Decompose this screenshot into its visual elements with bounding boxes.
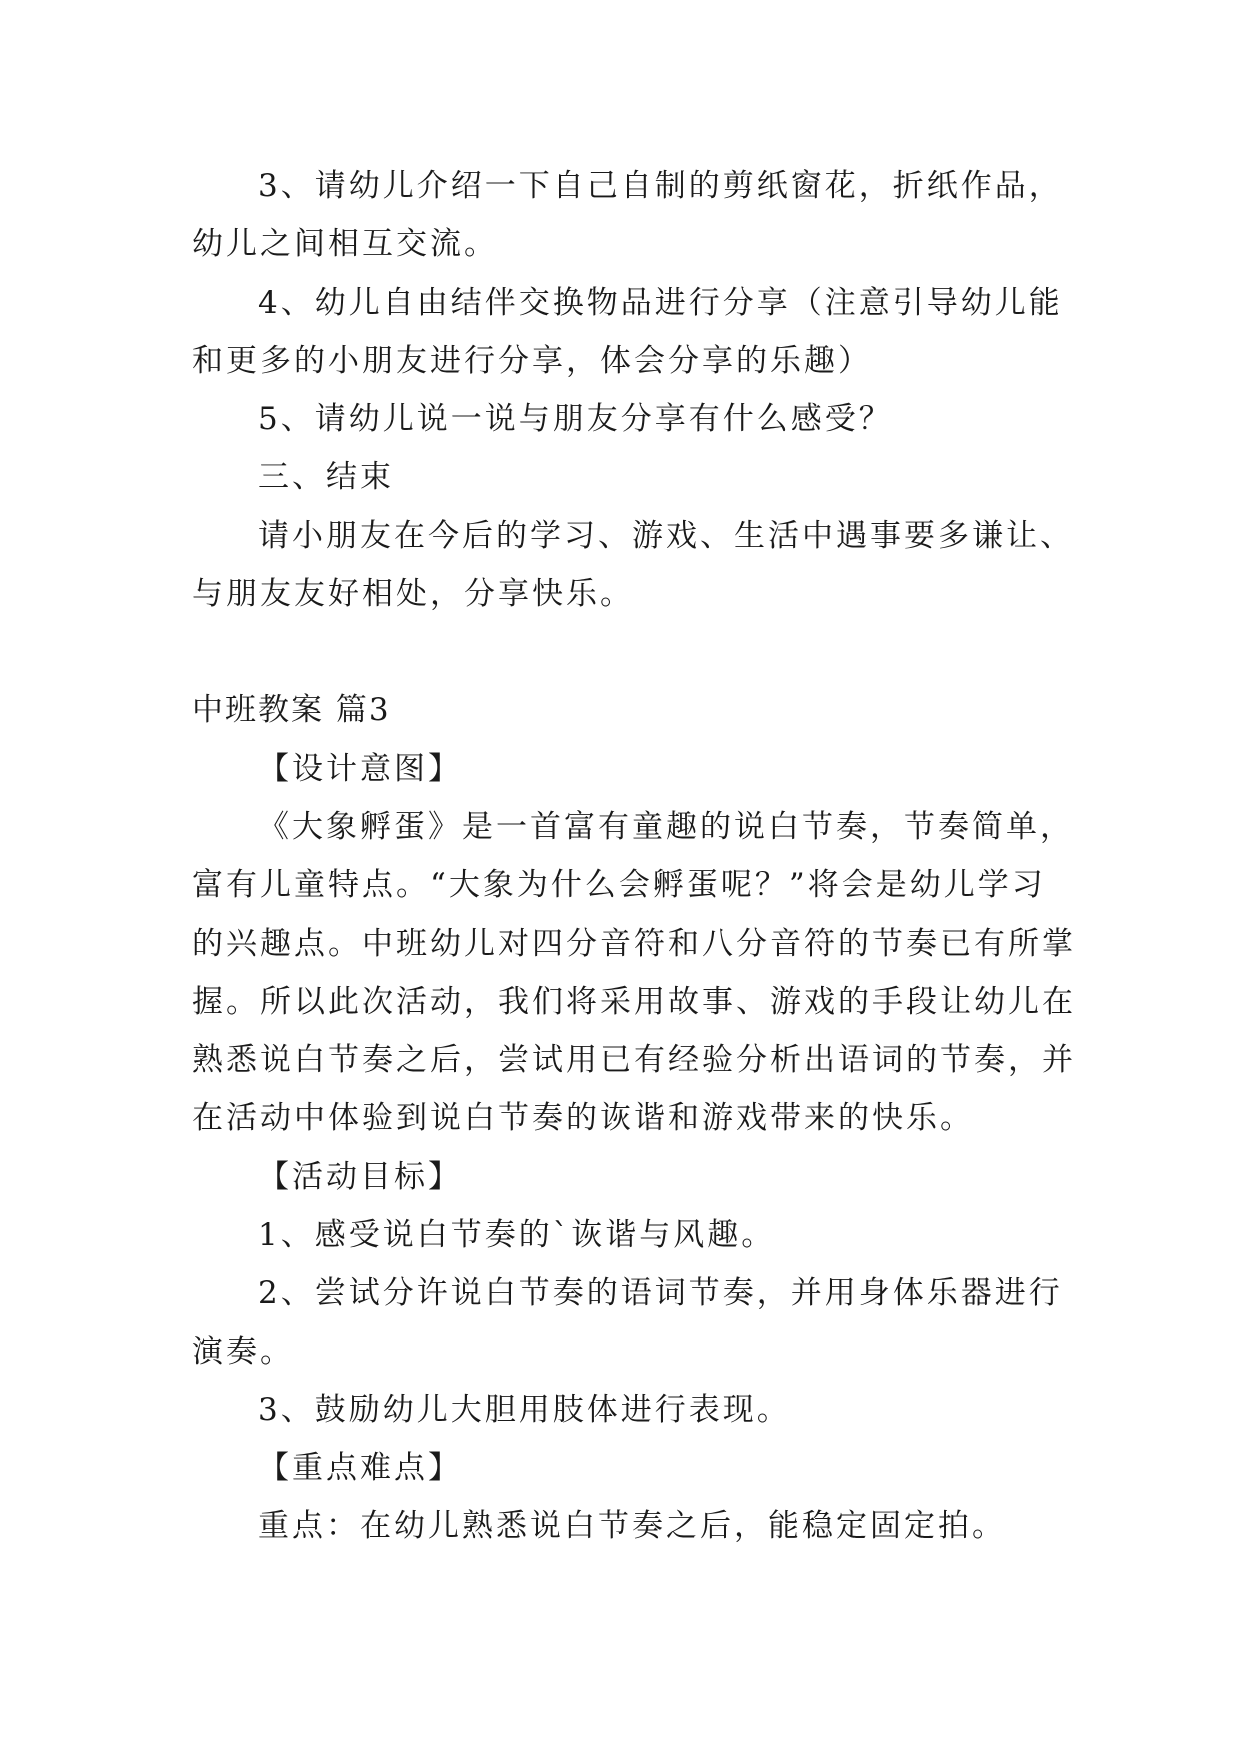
key-points-heading: 【重点难点】 — [258, 1450, 462, 1486]
goal-3: 3、鼓励幼儿大胆用肢体进行表现。 — [258, 1392, 791, 1428]
end-paragraph-line-1: 请小朋友在今后的学习、游戏、生活中遇事要多谦让、 — [258, 518, 1074, 554]
goals-heading: 【活动目标】 — [258, 1159, 462, 1195]
design-intent-line-2: 富有儿童特点。“大象为什么会孵蛋呢？”将会是幼儿学习 — [192, 867, 1046, 903]
paragraph-3-line-2: 幼儿之间相互交流。 — [192, 226, 498, 262]
design-intent-heading: 【设计意图】 — [258, 751, 462, 787]
design-intent-line-4: 握。所以此次活动，我们将采用故事、游戏的手段让幼儿在 — [192, 984, 1076, 1020]
key-point-1: 重点：在幼儿熟悉说白节奏之后，能稳定固定拍。 — [258, 1508, 1006, 1544]
design-intent-line-5: 熟悉说白节奏之后，尝试用已有经验分析出语词的节奏，并 — [192, 1042, 1076, 1078]
goal-1: 1、感受说白节奏的`诙谐与风趣。 — [258, 1217, 776, 1253]
paragraph-4-line-1: 4、幼儿自由结伴交换物品进行分享（注意引导幼儿能 — [258, 285, 1063, 321]
paragraph-5-line-1: 5、请幼儿说一说与朋友分享有什么感受？ — [258, 401, 893, 437]
goal-2-line-1: 2、尝试分许说白节奏的语词节奏，并用身体乐器进行 — [258, 1275, 1063, 1311]
paragraph-4-line-2: 和更多的小朋友进行分享，体会分享的乐趣） — [192, 343, 872, 379]
design-intent-line-1: 《大象孵蛋》是一首富有童趣的说白节奏，节奏简单， — [258, 809, 1074, 845]
end-paragraph-line-2: 与朋友友好相处，分享快乐。 — [192, 576, 634, 612]
design-intent-line-6: 在活动中体验到说白节奏的诙谐和游戏带来的快乐。 — [192, 1100, 974, 1136]
design-intent-line-3: 的兴趣点。中班幼儿对四分音符和八分音符的节奏已有所掌 — [192, 926, 1076, 962]
end-heading: 三、结束 — [258, 459, 394, 495]
goal-2-line-2: 演奏。 — [192, 1334, 294, 1370]
paragraph-3-line-1: 3、请幼儿介绍一下自己自制的剪纸窗花，折纸作品， — [258, 168, 1063, 204]
section-title: 中班教案 篇3 — [192, 692, 391, 728]
